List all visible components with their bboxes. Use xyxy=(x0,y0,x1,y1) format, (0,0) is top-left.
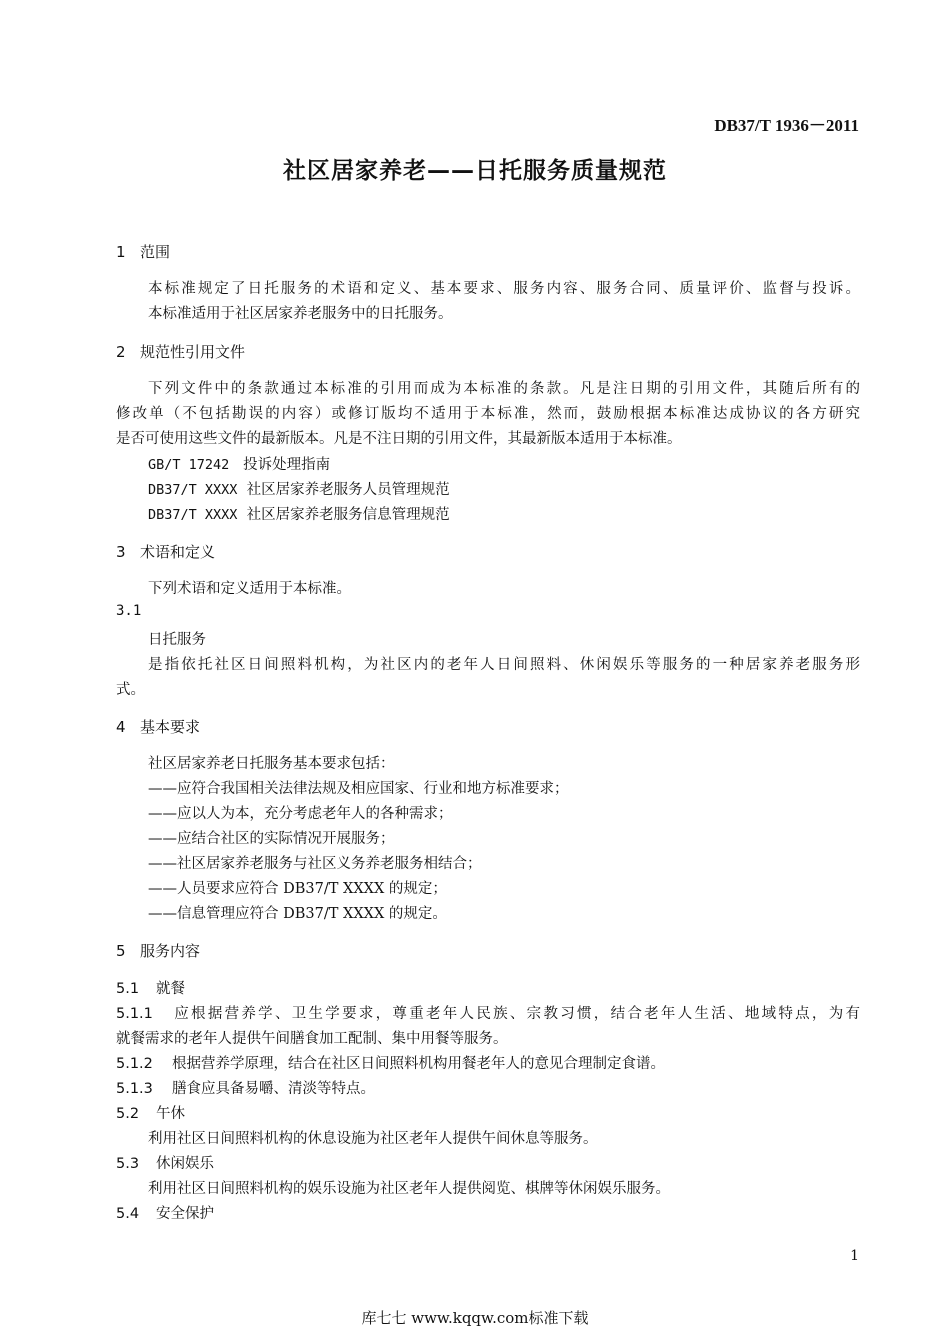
subsection-number: 5.4 xyxy=(116,1206,140,1222)
clause-5-1-2 xyxy=(116,1052,665,1073)
clause-text: 应根据营养学、卫生学要求，尊重老年人民族、宗教习惯，结合老年人生活、地域特点，为有 xyxy=(172,1006,860,1022)
subsection-5-2-heading xyxy=(116,1102,185,1123)
paragraph: 下列文件中的条款通过本标准的引用而成为本标准的条款。凡是注日期的引用文件，其随后所有的 xyxy=(148,381,860,397)
paragraph: 是否可使用这些文件的最新版本。凡是不注日期的引用文件，其最新版本适用于本标准。 xyxy=(116,431,682,447)
subsection-5-4-heading xyxy=(116,1202,214,1223)
paragraph: 下列术语和定义适用于本标准。 xyxy=(148,581,351,597)
clause-text: 就餐需求的老年人提供午间膳食加工配制、集中用餐等服务。 xyxy=(116,1031,508,1047)
paragraph: 利用社区日间照料机构的休息设施为社区老年人提供午间休息等服务。 xyxy=(148,1131,598,1147)
section-3-heading xyxy=(116,541,215,562)
subsection-5-3-heading xyxy=(116,1152,214,1173)
paragraph: 修改单（不包括勘误的内容）或修订版均不适用于本标准，然而，鼓励根据本标准达成协议的各方研究 xyxy=(116,406,860,422)
clause-number: 5.1.3 xyxy=(116,1081,153,1097)
list-item: ——人员要求应符合 DB37/T XXXX 的规定； xyxy=(148,881,447,897)
subsection-title: 午休 xyxy=(156,1106,185,1122)
clause-5-1-3 xyxy=(116,1077,375,1098)
section-number: 4 xyxy=(116,718,126,736)
section-1-heading xyxy=(116,241,170,262)
standard-number: DB37/T 1936－2011 xyxy=(714,116,859,135)
list-item: ——应符合我国相关法律法规及相应国家、行业和地方标准要求； xyxy=(148,781,569,797)
reference-item xyxy=(148,478,450,499)
section-number: 2 xyxy=(116,343,126,361)
section-number: 3 xyxy=(116,543,126,561)
subsection-title: 安全保护 xyxy=(156,1206,214,1222)
reference-item xyxy=(148,453,330,474)
section-number: 1 xyxy=(116,243,126,261)
term-name: 日托服务 xyxy=(148,632,206,648)
page-number: 1 xyxy=(850,1248,859,1264)
section-4-heading xyxy=(116,716,200,737)
reference-title: 社区居家养老服务信息管理规范 xyxy=(246,507,450,523)
subsection-number: 5.1 xyxy=(116,981,140,997)
list-item: ——信息管理应符合 DB37/T XXXX 的规定。 xyxy=(148,906,447,922)
section-title: 基本要求 xyxy=(140,718,201,736)
section-title: 规范性引用文件 xyxy=(140,343,246,361)
list-item: ——社区居家养老服务与社区义务养老服务相结合； xyxy=(148,856,482,872)
reference-title: 投诉处理指南 xyxy=(243,457,331,473)
list-item: ——应结合社区的实际情况开展服务； xyxy=(148,831,395,847)
reference-item xyxy=(148,503,450,524)
clause-number: 5.1.2 xyxy=(116,1056,153,1072)
clause-text: 膳食应具备易嚼、清淡等特点。 xyxy=(172,1081,375,1097)
term-definition: 式。 xyxy=(116,682,145,698)
section-title: 范围 xyxy=(140,243,171,261)
list-item: ——应以人为本，充分考虑老年人的各种需求； xyxy=(148,806,453,822)
document-title: 社区居家养老——日托服务质量规范 xyxy=(283,158,667,184)
clause-text: 根据营养学原理，结合在社区日间照料机构用餐老年人的意见合理制定食谱。 xyxy=(172,1056,665,1072)
section-title: 术语和定义 xyxy=(140,543,216,561)
term-definition: 是指依托社区日间照料机构，为社区内的老年人日间照料、休闲娱乐等服务的一种居家养老服务形 xyxy=(148,657,860,673)
reference-code: DB37/T XXXX xyxy=(148,507,238,523)
footer-watermark: 库七七 www.kqqw.com标准下载 xyxy=(361,1309,589,1327)
subsection-5-1-heading xyxy=(116,977,185,998)
term-number: 3.1 xyxy=(116,603,142,619)
subsection-title: 就餐 xyxy=(156,981,185,997)
reference-code: GB/T 17242 xyxy=(148,457,230,473)
paragraph: 本标准适用于社区居家养老服务中的日托服务。 xyxy=(148,306,453,322)
subsection-number: 5.2 xyxy=(116,1106,140,1122)
clause-number: 5.1.1 xyxy=(116,1006,153,1022)
reference-code: DB37/T XXXX xyxy=(148,482,238,498)
section-5-heading xyxy=(116,940,200,961)
paragraph: 利用社区日间照料机构的娱乐设施为社区老年人提供阅览、棋牌等休闲娱乐服务。 xyxy=(148,1181,670,1197)
subsection-title: 休闲娱乐 xyxy=(156,1156,214,1172)
section-2-heading xyxy=(116,341,245,362)
subsection-number: 5.3 xyxy=(116,1156,140,1172)
section-number: 5 xyxy=(116,942,126,960)
section-title: 服务内容 xyxy=(140,942,201,960)
reference-title: 社区居家养老服务人员管理规范 xyxy=(246,482,450,498)
paragraph: 社区居家养老日托服务基本要求包括： xyxy=(148,756,395,772)
paragraph: 本标准规定了日托服务的术语和定义、基本要求、服务内容、服务合同、质量评价、监督与投诉。 xyxy=(148,281,860,297)
clause-5-1-1 xyxy=(116,1002,860,1023)
